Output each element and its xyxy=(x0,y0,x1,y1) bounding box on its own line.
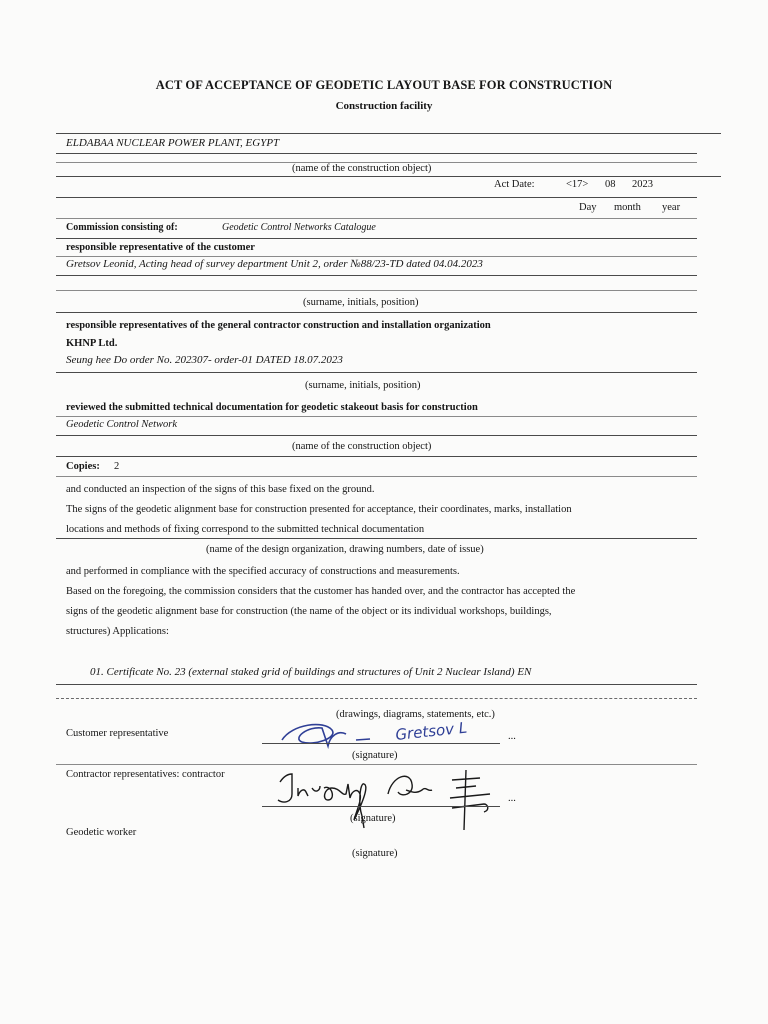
paragraph-signs-line-2: locations and methods of fixing correspond to the submitted technical documentation xyxy=(66,524,425,535)
divider xyxy=(56,456,697,457)
divider xyxy=(56,698,697,699)
caption-construction-object-2: (name of the construction object) xyxy=(292,441,432,452)
paragraph-accuracy: and performed in compliance with the specified accuracy of constructions and measurements. xyxy=(66,566,460,577)
caption-signature-3: (signature) xyxy=(352,848,398,859)
paragraph-foregoing-line-3: structures) Applications: xyxy=(66,626,169,637)
divider xyxy=(56,416,697,417)
divider xyxy=(56,372,697,373)
document-title: ACT OF ACCEPTANCE OF GEODETIC LAYOUT BASE FOR CONSTRUCTION xyxy=(155,78,613,92)
svg-text:Gretsov L: Gretsov L xyxy=(394,718,468,744)
divider xyxy=(56,312,697,313)
contractor-company: KHNP Ltd. xyxy=(66,338,118,349)
act-date-month: 08 xyxy=(605,179,616,190)
divider xyxy=(56,476,697,477)
document-subtitle: Construction facility xyxy=(335,100,433,112)
divider xyxy=(56,133,721,134)
divider xyxy=(56,538,697,539)
caption-design-org: (name of the design organization, drawing numbers, date of issue) xyxy=(206,544,484,555)
date-caption-month: month xyxy=(614,202,641,213)
date-caption-year: year xyxy=(662,202,681,213)
reviewed-value: Geodetic Control Network xyxy=(66,419,178,430)
divider xyxy=(56,153,697,154)
divider xyxy=(56,176,721,177)
contractor-representatives-label: Contractor representatives: contractor xyxy=(66,769,225,780)
application-item: 01. Certificate No. 23 (external staked grid of buildings and structures of Unit 2 Nuclear Island) EN xyxy=(90,666,532,678)
divider xyxy=(56,275,697,276)
contractor-rep-value: Seung hee Do order No. 202307- order-01 DATED 18.07.2023 xyxy=(66,354,343,366)
signature-line xyxy=(262,806,500,807)
customer-rep-value: Gretsov Leonid, Acting head of survey department Unit 2, order №88/23-TD dated 04.04.2023 xyxy=(66,258,483,270)
divider xyxy=(56,435,697,436)
divider xyxy=(56,218,697,219)
ellipsis-2: ... xyxy=(508,793,516,804)
divider xyxy=(56,238,697,239)
copies-label: Copies: xyxy=(66,461,100,472)
commission-value: Geodetic Control Networks Catalogue xyxy=(222,222,376,233)
paragraph-foregoing-line-2: signs of the geodetic alignment base for construction (the name of the object or its individual workshops, buildings, xyxy=(66,606,552,617)
divider xyxy=(56,197,697,198)
act-date-year: 2023 xyxy=(632,179,653,190)
caption-surname-1: (surname, initials, position) xyxy=(303,297,419,308)
commission-label: Commission consisting of: xyxy=(66,222,178,233)
customer-representative-label: Customer representative xyxy=(66,728,169,739)
act-date-day: <17> xyxy=(566,179,589,190)
facility-name: ELDABAA NUCLEAR POWER PLANT, EGYPT xyxy=(66,137,280,149)
reviewed-heading: reviewed the submitted technical documentation for geodetic stakeout basis for construction xyxy=(66,402,478,413)
caption-drawings: (drawings, diagrams, statements, etc.) xyxy=(336,709,495,720)
date-caption-day: Day xyxy=(579,202,597,213)
paragraph-inspection: and conducted an inspection of the signs of this base fixed on the ground. xyxy=(66,484,375,495)
divider xyxy=(56,256,697,257)
paragraph-foregoing-line-1: Based on the foregoing, the commission considers that the customer has handed over, and the contractor has accepted the xyxy=(66,586,576,597)
caption-signature-1: (signature) xyxy=(352,750,398,761)
paragraph-signs-line-1: The signs of the geodetic alignment base for construction presented for acceptance, their coordinates, marks, installation xyxy=(66,504,572,515)
contractor-rep-heading: responsible representatives of the general contractor construction and installation organization xyxy=(66,320,491,331)
divider xyxy=(56,684,697,685)
signature-line xyxy=(262,743,500,744)
act-date-label: Act Date: xyxy=(494,179,535,190)
divider xyxy=(56,290,697,291)
caption-surname-2: (surname, initials, position) xyxy=(305,380,421,391)
customer-rep-heading: responsible representative of the customer xyxy=(66,242,255,253)
caption-construction-object: (name of the construction object) xyxy=(292,163,432,174)
ellipsis-1: ... xyxy=(508,731,516,742)
customer-signature xyxy=(262,716,508,752)
copies-value: 2 xyxy=(114,461,120,472)
caption-signature-2: (signature) xyxy=(350,813,396,824)
geodetic-worker-label: Geodetic worker xyxy=(66,827,137,838)
contractor-signature xyxy=(266,760,502,836)
